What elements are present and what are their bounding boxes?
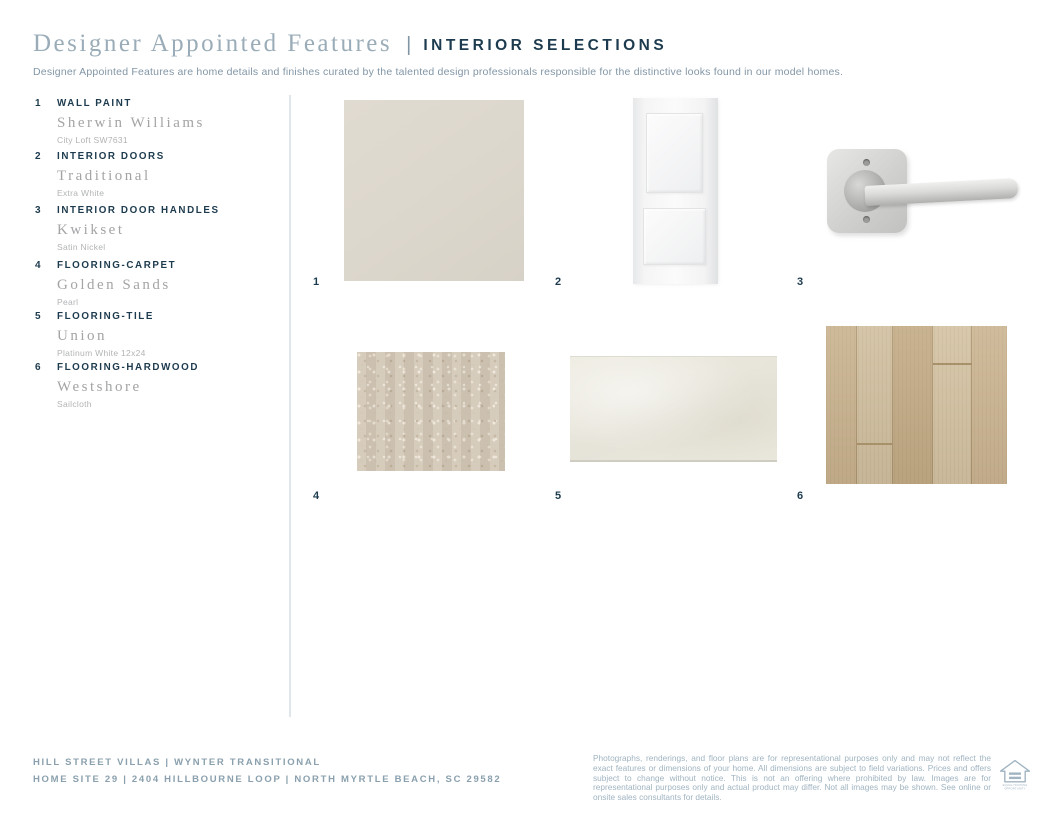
selection-item-interior-doors xyxy=(35,151,285,198)
vertical-divider xyxy=(289,95,291,717)
selection-name: Kwikset xyxy=(57,222,125,238)
selection-item-wall-paint xyxy=(35,98,285,145)
selection-category: FLOORING-HARDWOOD xyxy=(57,362,200,373)
wall-paint-swatch-image xyxy=(344,100,524,281)
image-label-5: 5 xyxy=(555,490,562,502)
selection-detail: City Loft SW7631 xyxy=(57,135,128,145)
page-header xyxy=(33,30,843,78)
image-label-2: 2 xyxy=(555,276,562,288)
page-title xyxy=(33,30,843,58)
selection-item-door-handles xyxy=(35,205,285,252)
selection-category: WALL PAINT xyxy=(57,98,132,109)
image-label-1: 1 xyxy=(313,276,320,288)
plank-joint xyxy=(933,363,972,365)
door-bottom-panel xyxy=(643,208,706,265)
eho-text-line1: EQUAL HOUSING xyxy=(1002,784,1028,788)
selection-number: 5 xyxy=(35,311,41,322)
selection-number: 6 xyxy=(35,362,41,373)
image-label-3: 3 xyxy=(797,276,804,288)
selection-category: INTERIOR DOOR HANDLES xyxy=(57,205,220,216)
selection-name: Golden Sands xyxy=(57,277,171,293)
selection-number: 4 xyxy=(35,260,41,271)
title-separator: | xyxy=(406,34,412,56)
selection-item-flooring-tile xyxy=(35,311,285,358)
title-serif: Designer Appointed Features xyxy=(33,30,393,57)
footer-community-info xyxy=(33,755,501,788)
footer-community-line: HILL STREET VILLAS | WYNTER TRANSITIONAL xyxy=(33,757,321,768)
equal-housing-opportunity-logo xyxy=(998,756,1032,794)
handle-screw-bottom xyxy=(863,216,870,223)
selection-category: FLOORING-TILE xyxy=(57,311,154,322)
selection-detail: Platinum White 12x24 xyxy=(57,348,146,358)
selection-detail: Satin Nickel xyxy=(57,242,106,252)
door-handle-image xyxy=(827,146,1019,241)
selection-name: Traditional xyxy=(57,168,151,184)
selection-body xyxy=(57,205,285,252)
selection-detail: Pearl xyxy=(57,297,79,307)
door-top-panel xyxy=(646,113,703,193)
selection-number: 3 xyxy=(35,205,41,216)
hardwood-swatch-image xyxy=(826,326,1007,484)
interior-door-image xyxy=(633,98,718,284)
selection-item-flooring-hardwood xyxy=(35,362,285,409)
selection-category: INTERIOR DOORS xyxy=(57,151,165,162)
selection-number: 1 xyxy=(35,98,41,109)
image-label-6: 6 xyxy=(797,490,804,502)
plank-joint xyxy=(857,443,893,445)
eho-text-line2: OPPORTUNITY xyxy=(1004,787,1026,791)
selection-body xyxy=(57,260,285,307)
selection-body xyxy=(57,362,285,409)
selection-body xyxy=(57,98,285,145)
selection-item-flooring-carpet xyxy=(35,260,285,307)
page-subtitle: Designer Appointed Features are home details and finishes curated by the talented design professionals responsible for the distinctive looks found in our model homes. xyxy=(33,66,844,78)
handle-screw-top xyxy=(863,159,870,166)
selection-body xyxy=(57,311,285,358)
carpet-swatch-image xyxy=(357,352,505,471)
footer-disclaimer: Photographs, renderings, and floor plans are for representational purposes only and may not reflect the exact features or dimensions of your home. All dimensions are subject to field variations. Prices and offers subject to change without notice. This is not an offering where prohibited by law. Images are for representational purposes only and actual product may differ. Not all images may be shown. See online or onsite sales consultants for details. xyxy=(593,753,991,803)
equal-housing-icon xyxy=(998,756,1032,794)
selection-detail: Sailcloth xyxy=(57,399,92,409)
selection-body xyxy=(57,151,285,198)
selection-name: Union xyxy=(57,328,107,344)
selection-category: FLOORING-CARPET xyxy=(57,260,177,271)
selection-number: 2 xyxy=(35,151,41,162)
selection-detail: Extra White xyxy=(57,188,105,198)
title-section: INTERIOR SELECTIONS xyxy=(423,37,668,54)
tile-swatch-image xyxy=(570,356,777,462)
image-label-4: 4 xyxy=(313,490,320,502)
selection-name: Sherwin Williams xyxy=(57,115,205,131)
selection-name: Westshore xyxy=(57,379,142,395)
footer-address-line: HOME SITE 29 | 2404 HILLBOURNE LOOP | NORTH MYRTLE BEACH, SC 29582 xyxy=(33,773,502,785)
